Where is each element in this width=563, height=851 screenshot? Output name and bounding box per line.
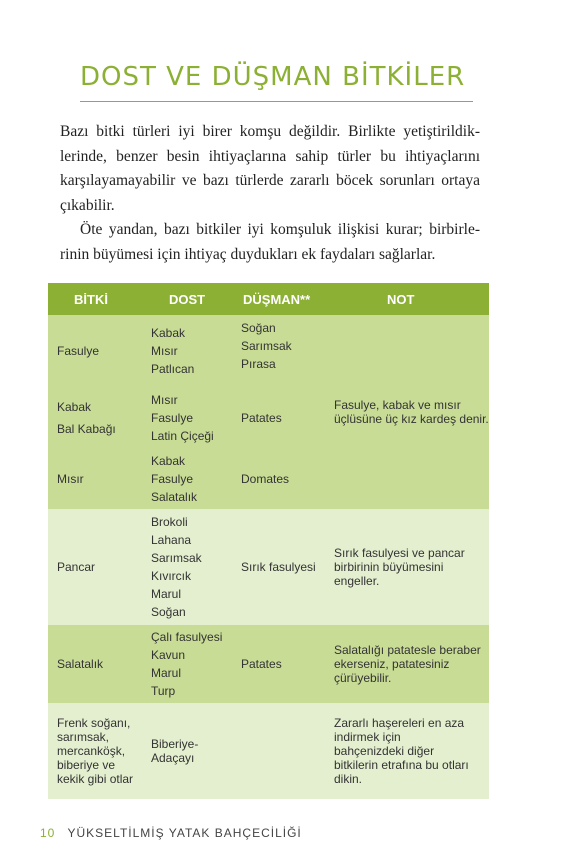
note-cell: Zararlı haşereleri en aza indirmek için bahçenizdeki diğer bitkilerin etrafına bu otları dikin. bbox=[334, 716, 469, 786]
friends-cell: Biberiye-Adaçayı bbox=[151, 737, 199, 765]
companion-plants-table bbox=[48, 283, 489, 799]
friends-cell: Çalı fasulyesi Kavun Marul Turp bbox=[151, 630, 223, 698]
plant-cell: Kabak Bal Kabağı bbox=[57, 400, 116, 436]
table-row bbox=[48, 703, 489, 799]
title-underline bbox=[80, 101, 473, 102]
enemies-cell bbox=[231, 703, 329, 799]
enemies-cell: Soğan Sarımsak Pırasa bbox=[241, 321, 292, 371]
intro-paragraph-1: Bazı bitki türleri iyi birer komşu değildir. Birlikte yetiştirildik-lerinde, benzer besin ihtiyaçlarına sahip türler bu ihtiyaçlarını karşılayamayabilir ve bazı türlerde zararlı böcek sorunları ortaya çıkabilir. bbox=[60, 123, 480, 214]
enemies-cell: Patates bbox=[241, 657, 282, 671]
note-cell: Fasulye, kabak ve mısır üçlüsüne üç kız kardeş denir. bbox=[334, 398, 489, 426]
plant-cell: Salatalık bbox=[57, 657, 104, 671]
intro-paragraph-2: Öte yandan, bazı bitkiler iyi komşuluk ilişkisi kurar; birbirle-rinin büyümesi için ihtiyaç duydukları ek faydaları sağlarlar. bbox=[60, 221, 480, 263]
friends-cell: Kabak Mısır Patlıcan bbox=[151, 326, 195, 376]
enemies-cell: Domates bbox=[241, 472, 290, 486]
table-row bbox=[48, 315, 329, 387]
plant-cell: Pancar bbox=[57, 560, 96, 574]
table-row bbox=[48, 509, 489, 625]
header-plant: BİTKİ bbox=[74, 291, 108, 307]
header-note: NOT bbox=[387, 291, 415, 307]
table-row bbox=[48, 625, 489, 703]
table-group-three-sisters bbox=[48, 315, 489, 509]
friends-cell: Kabak Fasulye Salatalık bbox=[151, 454, 198, 504]
note-cell: Salatalığı patatesle beraber ekerseniz, patatesiniz çürüyebilir. bbox=[334, 643, 481, 685]
friends-cell: Mısır Fasulye Latin Çiçeği bbox=[151, 393, 214, 443]
enemies-cell: Sırık fasulyesi bbox=[241, 560, 316, 574]
page-title: DOST VE DÜŞMAN BİTKİLER bbox=[80, 62, 466, 92]
table-row bbox=[48, 449, 329, 509]
friends-cell: Brokoli Lahana Sarımsak Kıvırcık Marul Soğan bbox=[151, 515, 202, 619]
book-title: YÜKSELTİLMİŞ YATAK BAHÇECİLİĞİ bbox=[67, 826, 302, 840]
header-enemy: DÜŞMAN** bbox=[243, 291, 311, 307]
note-cell: Sırık fasulyesi ve pancar birbirinin büyümesini engeller. bbox=[334, 546, 465, 588]
table-header bbox=[48, 283, 489, 315]
plant-cell: Mısır bbox=[57, 472, 84, 486]
enemies-cell: Patates bbox=[241, 411, 282, 425]
page-footer bbox=[40, 826, 302, 840]
header-friend: DOST bbox=[169, 291, 206, 307]
page-number: 10 bbox=[40, 826, 56, 840]
plant-cell: Fasulye bbox=[57, 344, 100, 358]
table-row bbox=[48, 387, 329, 449]
intro-text bbox=[60, 120, 480, 267]
plant-cell: Frenk soğanı, sarımsak, mercanköşk, biberiye ve kekik gibi otlar bbox=[57, 716, 134, 786]
